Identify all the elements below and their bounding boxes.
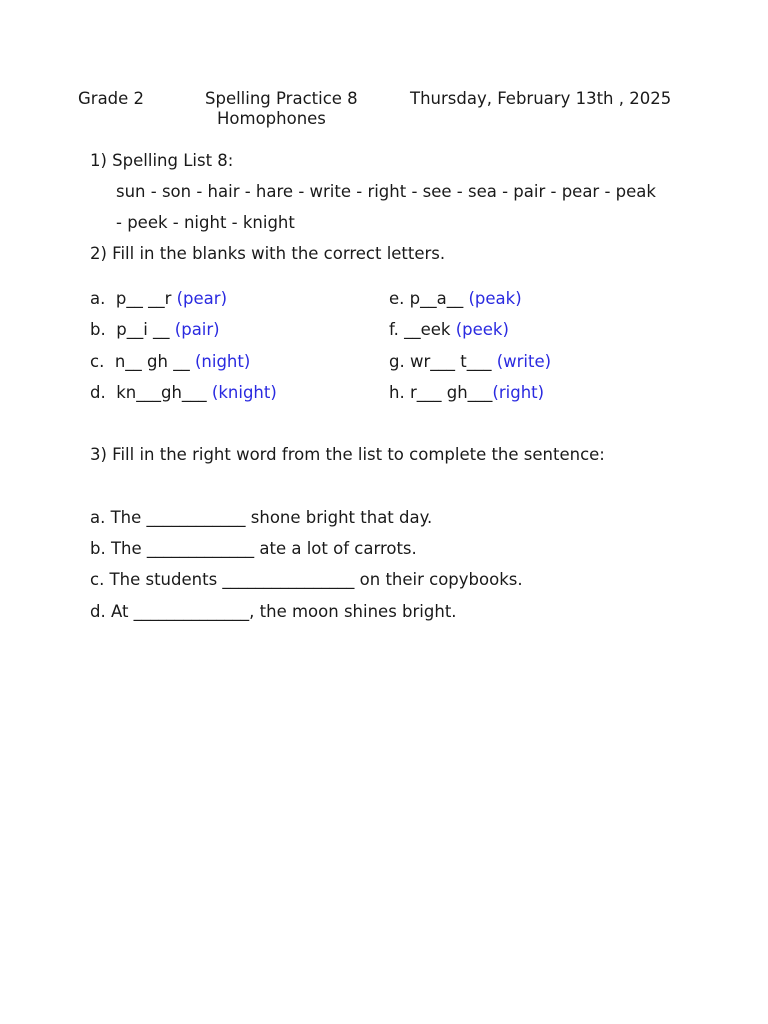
item-hint: (right) [492, 383, 545, 402]
item-label: a. [90, 289, 106, 308]
practice-title: Spelling Practice 8 [205, 89, 358, 108]
fill-item [90, 352, 250, 372]
item-hint: (pair) [174, 320, 220, 339]
item-label: f. [389, 320, 399, 339]
item-pattern: p__a__ [409, 289, 464, 308]
item-pattern: n__ gh __ [114, 352, 190, 371]
item-pattern: kn___gh___ [116, 383, 207, 402]
fill-item [389, 352, 551, 372]
fill-item [389, 289, 522, 309]
sentence-item: b. The _____________ ate a lot of carrots. [90, 539, 417, 558]
item-pattern: wr___ t___ [409, 352, 492, 371]
fill-item [90, 320, 220, 340]
grade-label: Grade 2 [78, 89, 145, 108]
item-label: c. [90, 352, 105, 371]
item-label: g. [389, 352, 405, 371]
topic-title: Homophones [217, 109, 326, 128]
item-pattern: __eek [404, 320, 451, 339]
item-hint: (write) [496, 352, 552, 371]
fill-item [90, 289, 227, 309]
item-label: b. [90, 320, 106, 339]
item-hint: (night) [194, 352, 251, 371]
fill-item [90, 383, 277, 403]
item-pattern: p__i __ [116, 320, 170, 339]
item-label: h. [389, 383, 405, 402]
section1-title: 1) Spelling List 8: [90, 151, 234, 170]
item-hint: (knight) [211, 383, 277, 402]
item-hint: (pear) [176, 289, 228, 308]
item-pattern: p__ __r [115, 289, 172, 308]
item-hint: (peek) [455, 320, 509, 339]
item-label: d. [90, 383, 106, 402]
item-hint: (peak) [468, 289, 522, 308]
fill-item [389, 383, 544, 403]
section2-title: 2) Fill in the blanks with the correct letters. [90, 244, 446, 263]
spelling-list-line2: - peek - night - knight [116, 213, 295, 232]
section3-title: 3) Fill in the right word from the list to complete the sentence: [90, 445, 605, 464]
worksheet-date: Thursday, February 13th , 2025 [410, 89, 672, 108]
sentence-item: c. The students ________________ on their copybooks. [90, 570, 523, 589]
item-label: e. [389, 289, 405, 308]
item-pattern: r___ gh___ [409, 383, 493, 402]
fill-item [389, 320, 509, 340]
spelling-list-line1: sun - son - hair - hare - write - right - see - sea - pair - pear - peak [116, 182, 656, 201]
sentence-item: d. At ______________, the moon shines bright. [90, 602, 457, 621]
sentence-item: a. The ____________ shone bright that day. [90, 508, 433, 527]
